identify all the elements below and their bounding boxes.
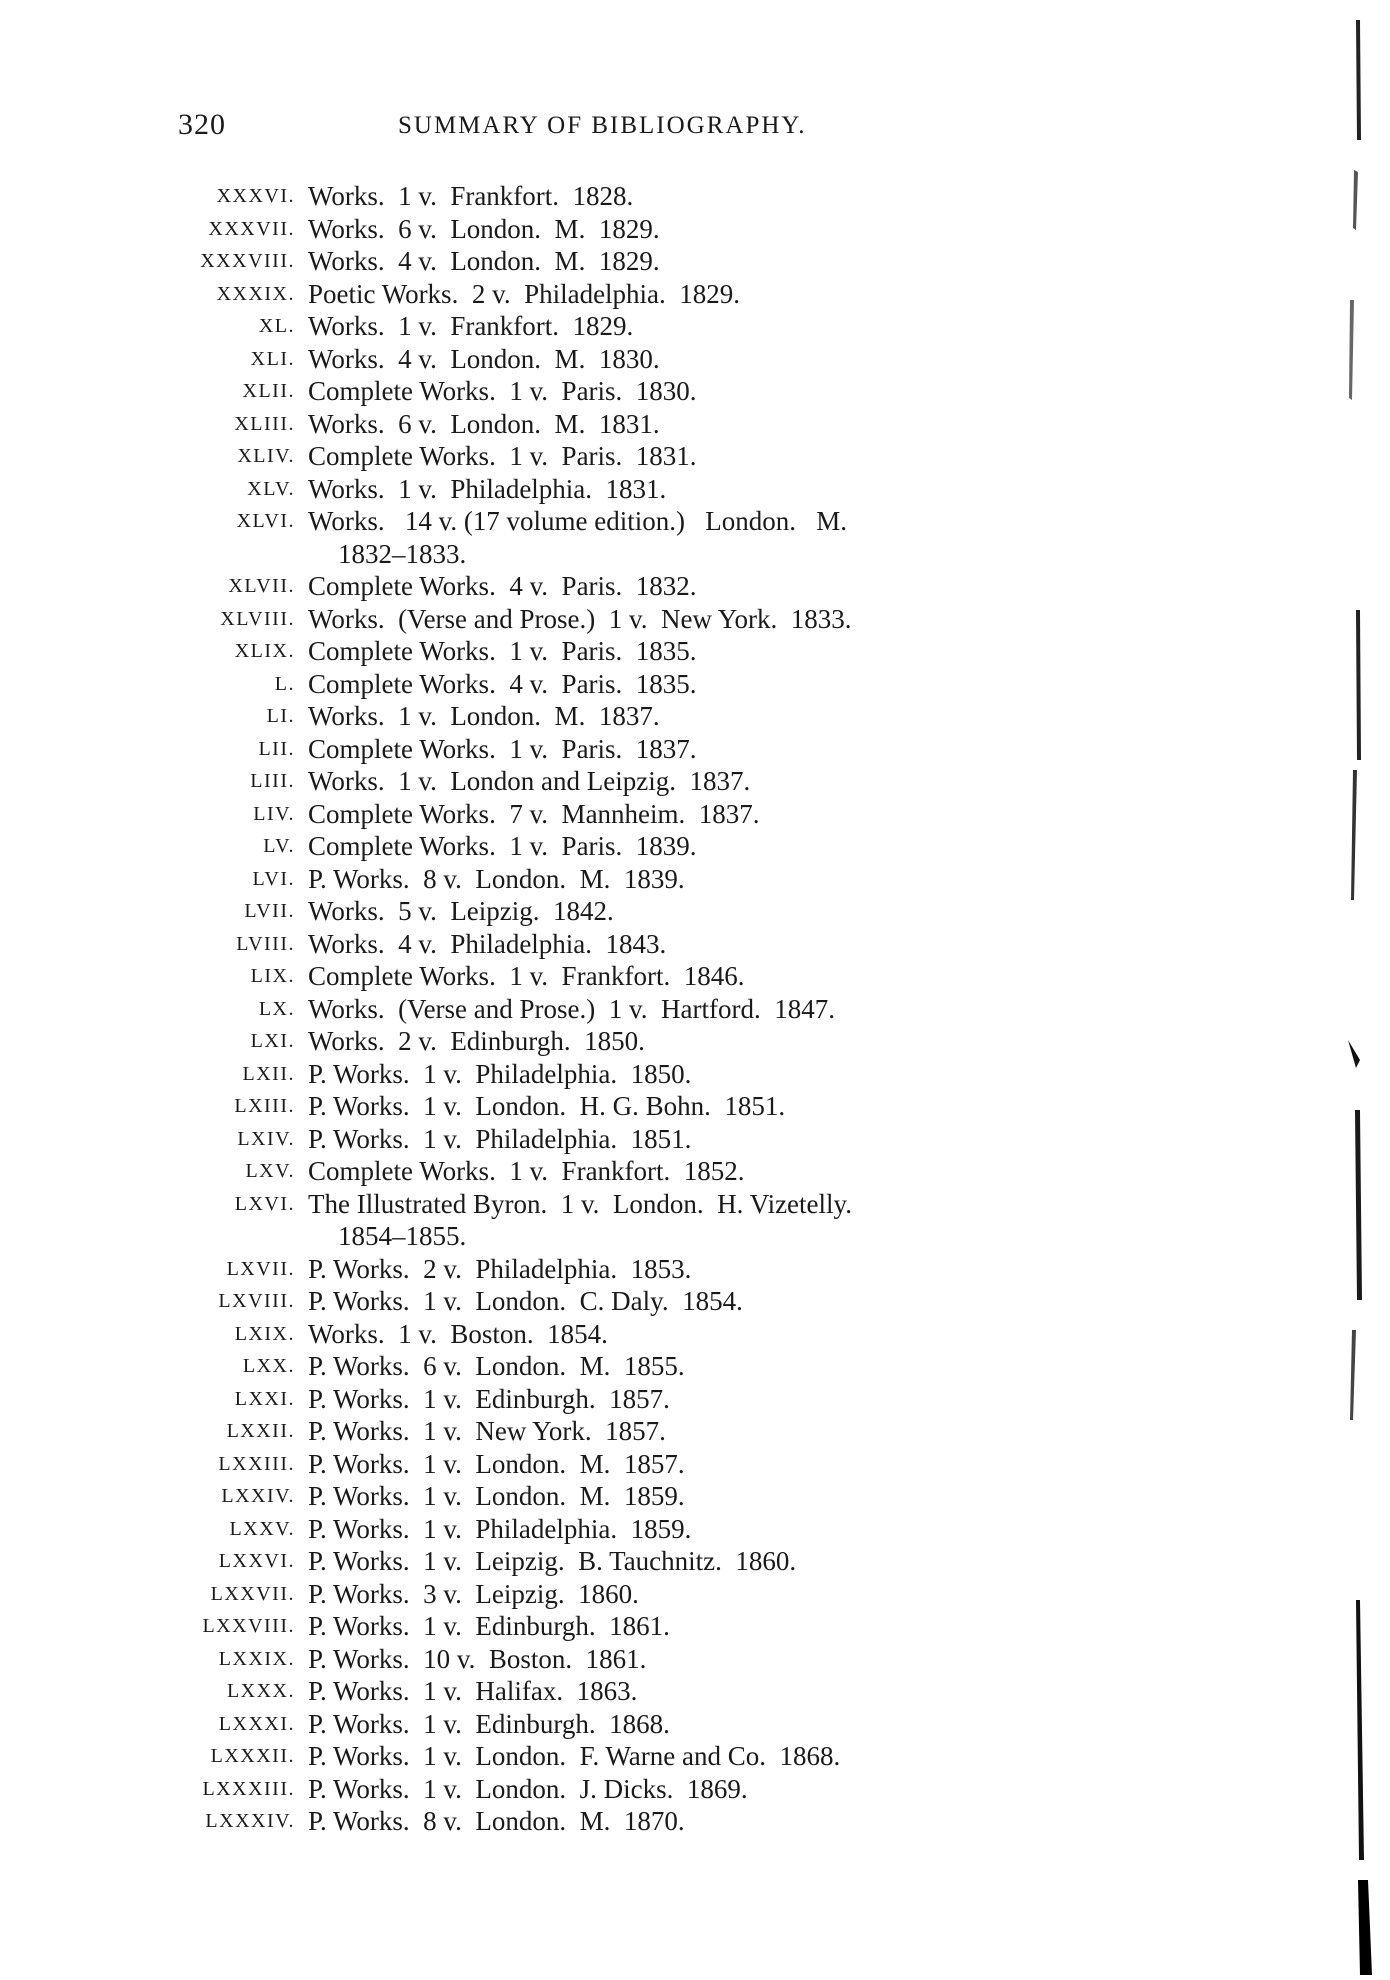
entry-text: [308, 1090, 1108, 1123]
entry-text: [308, 1708, 1108, 1741]
entry-main-line: Complete Works. 1 v. Paris. 1831.: [308, 441, 697, 471]
entry-text: [308, 505, 1108, 570]
bibliography-entry: [0, 603, 1390, 636]
entry-numeral: LVIII.: [236, 932, 295, 955]
entry-text: [308, 798, 1108, 831]
entry-text: [308, 1383, 1108, 1416]
bibliography-entry: [0, 1350, 1390, 1383]
bibliography-entry: [0, 1448, 1390, 1481]
entry-main-line: P. Works. 1 v. New York. 1857.: [308, 1416, 666, 1446]
entry-text: [308, 1643, 1108, 1676]
bibliography-entry: [0, 700, 1390, 733]
entry-numeral: XLII.: [242, 380, 295, 402]
entry-text: [308, 1448, 1108, 1481]
entry-numeral: LVI.: [252, 867, 295, 890]
entry-numeral: LX.: [258, 997, 295, 1020]
entry-main-line: Works. (Verse and Prose.) 1 v. Hartford. 1847.: [308, 993, 835, 1024]
entry-text: [308, 1058, 1108, 1091]
entry-numeral: XLIX.: [234, 640, 295, 662]
entry-numeral: XLVIII.: [220, 607, 295, 630]
bibliography-entry: [0, 1610, 1390, 1643]
entry-numeral: LXXVI.: [218, 1550, 295, 1572]
entry-main-line: Works. 1 v. Frankfort. 1828.: [308, 181, 634, 211]
entry-text: [308, 895, 1108, 928]
entry-numeral: LXII.: [242, 1062, 295, 1085]
entry-text: [308, 700, 1108, 733]
bibliography-entry: [0, 1415, 1390, 1448]
entry-text: [308, 1773, 1108, 1806]
entry-main-line: Works. 1 v. London and Leipzig. 1837.: [308, 766, 751, 796]
entry-main-line: Works. 1 v. Frankfort. 1829.: [308, 311, 634, 341]
bibliography-entry: [0, 1090, 1390, 1123]
bibliography-entry: [0, 668, 1390, 701]
bibliography-entry: [0, 278, 1390, 311]
bibliography-entry: [0, 1513, 1390, 1546]
entry-main-line: P. Works. 3 v. Leipzig. 1860.: [308, 1578, 639, 1609]
entry-text: [308, 1610, 1108, 1643]
entry-main-line: Works. 4 v. Philadelphia. 1843.: [308, 928, 667, 959]
entry-numeral: LXXIX.: [218, 1647, 295, 1670]
entry-numeral: LXVIII.: [218, 1290, 295, 1312]
entry-text: [308, 960, 1108, 993]
entry-main-line: P. Works. 8 v. London. M. 1870.: [308, 1806, 685, 1836]
entry-text: [308, 473, 1108, 506]
entry-text: [308, 408, 1108, 441]
bibliography-entry: [0, 1383, 1390, 1416]
entry-main-line: Works. 1 v. London. M. 1837.: [308, 701, 660, 731]
entry-numeral: LXXIV.: [221, 1485, 295, 1507]
bibliography-entry: [0, 1058, 1390, 1091]
bibliography-entry: [0, 310, 1390, 343]
entry-main-line: Works. 6 v. London. M. 1829.: [308, 213, 660, 244]
entry-main-line: Complete Works. 1 v. Paris. 1837.: [308, 733, 697, 764]
bibliography-entry: [0, 213, 1390, 246]
entry-text: [308, 1188, 1108, 1253]
entry-text: [308, 603, 1108, 636]
bibliography-entry: [0, 1643, 1390, 1676]
bibliography-entry: [0, 960, 1390, 993]
bibliography-entry: [0, 1285, 1390, 1318]
entry-main-line: P. Works. 1 v. Philadelphia. 1859.: [308, 1513, 692, 1544]
entry-text: [308, 993, 1108, 1026]
bibliography-entry: [0, 765, 1390, 798]
bibliography-entry: [0, 180, 1390, 213]
entry-text: [308, 1123, 1108, 1156]
entry-text: [308, 1350, 1108, 1383]
bibliography-entry: [0, 408, 1390, 441]
entry-numeral: LXV.: [245, 1160, 295, 1182]
bibliography-entry: [0, 1740, 1390, 1773]
bibliography-entry: [0, 1545, 1390, 1578]
entry-text: [308, 928, 1108, 961]
entry-main-line: Complete Works. 1 v. Frankfort. 1846.: [308, 961, 745, 991]
entry-main-line: Complete Works. 1 v. Paris. 1839.: [308, 831, 697, 861]
entry-text: [308, 863, 1108, 896]
bibliography-entry: [0, 1253, 1390, 1286]
entry-continuation-line: 1832–1833.: [338, 538, 467, 569]
entry-text: [308, 310, 1108, 343]
entry-text: [308, 245, 1108, 278]
entry-main-line: P. Works. 1 v. Leipzig. B. Tauchnitz. 1860.: [308, 1546, 797, 1576]
bibliography-entry: [0, 375, 1390, 408]
bibliography-entry: [0, 635, 1390, 668]
bibliography-entry: [0, 1155, 1390, 1188]
entry-main-line: P. Works. 10 v. Boston. 1861.: [308, 1643, 647, 1674]
entry-numeral: XLIV.: [237, 445, 295, 467]
entry-main-line: Complete Works. 4 v. Paris. 1835.: [308, 668, 697, 699]
entry-text: [308, 440, 1108, 473]
entry-text: [308, 1578, 1108, 1611]
entry-numeral: XLVII.: [228, 575, 295, 597]
entry-numeral: XLVI.: [236, 510, 295, 532]
entry-numeral: LXI.: [250, 1030, 295, 1052]
entry-numeral: LXXXIV.: [205, 1810, 295, 1832]
bibliography-entry: [0, 798, 1390, 831]
bibliography-entry: [0, 245, 1390, 278]
entry-numeral: LXVII.: [226, 1257, 295, 1280]
scan-edge-marks: [1320, 0, 1390, 1980]
entry-numeral: LXXXII.: [210, 1745, 295, 1767]
bibliography-entry: [0, 440, 1390, 473]
entry-text: [308, 1253, 1108, 1286]
running-head: SUMMARY OF BIBLIOGRAPHY.: [398, 112, 807, 139]
entry-numeral: LXIX.: [234, 1322, 295, 1345]
entry-main-line: P. Works. 2 v. Philadelphia. 1853.: [308, 1253, 692, 1284]
entry-text: [308, 570, 1108, 603]
entry-numeral: L.: [274, 672, 295, 695]
bibliography-entry: [0, 1773, 1390, 1806]
entry-main-line: Works. 2 v. Edinburgh. 1850.: [308, 1026, 645, 1056]
entry-main-line: Works. 5 v. Leipzig. 1842.: [308, 896, 614, 926]
bibliography-entry: [0, 863, 1390, 896]
bibliography-entry: [0, 993, 1390, 1026]
entry-numeral: LVII.: [244, 900, 295, 922]
entry-numeral: XL.: [258, 315, 295, 337]
entry-main-line: Works. 1 v. Philadelphia. 1831.: [308, 473, 667, 504]
entry-main-line: P. Works. 6 v. London. M. 1855.: [308, 1351, 685, 1381]
bibliography-entry: [0, 505, 1390, 570]
entry-numeral: XXXVI.: [216, 185, 295, 207]
entry-numeral: LXX.: [242, 1355, 295, 1377]
entry-text: [308, 213, 1108, 246]
entry-main-line: P. Works. 1 v. London. H. G. Bohn. 1851.: [308, 1091, 786, 1121]
entry-main-line: P. Works. 1 v. Philadelphia. 1851.: [308, 1123, 692, 1154]
entry-numeral: LXIV.: [237, 1127, 295, 1150]
bibliography-entry: [0, 1805, 1390, 1838]
page-number: 320: [178, 108, 226, 141]
entry-main-line: Works. 4 v. London. M. 1830.: [308, 343, 660, 374]
entry-numeral: LXXXI.: [218, 1712, 295, 1735]
entry-text: [308, 375, 1108, 408]
entry-text: [308, 830, 1108, 863]
bibliography-entry: [0, 1025, 1390, 1058]
entry-text: [308, 1480, 1108, 1513]
bibliography-entry: [0, 1675, 1390, 1708]
entry-continuation-line: 1854–1855.: [338, 1221, 467, 1251]
entry-text: [308, 1025, 1108, 1058]
page-header: [178, 108, 1178, 148]
entry-main-line: P. Works. 1 v. London. M. 1857.: [308, 1448, 685, 1479]
entry-numeral: LII.: [258, 737, 295, 760]
entry-text: [308, 1805, 1108, 1838]
entry-text: [308, 668, 1108, 701]
bibliography-entry: [0, 895, 1390, 928]
entry-text: [308, 1740, 1108, 1773]
entry-numeral: LXVI.: [234, 1192, 295, 1215]
entry-main-line: P. Works. 1 v. Edinburgh. 1861.: [308, 1611, 670, 1641]
bibliography-entry: [0, 1123, 1390, 1156]
entry-numeral: XLIII.: [234, 412, 295, 435]
entry-text: [308, 1155, 1108, 1188]
entry-numeral: XLI.: [250, 347, 295, 370]
entry-main-line: P. Works. 1 v. London. C. Daly. 1854.: [308, 1286, 743, 1316]
entry-main-line: P. Works. 1 v. London. J. Dicks. 1869.: [308, 1773, 748, 1804]
entry-text: [308, 1318, 1108, 1351]
entry-numeral: LV.: [263, 835, 295, 857]
entry-main-line: The Illustrated Byron. 1 v. London. H. Vizetelly.: [308, 1188, 853, 1219]
bibliography-entry: [0, 1708, 1390, 1741]
entry-main-line: P. Works. 1 v. London. M. 1859.: [308, 1481, 685, 1511]
entry-text: [308, 1675, 1108, 1708]
entry-numeral: LXXII.: [226, 1420, 295, 1442]
entry-text: [308, 1285, 1108, 1318]
entry-numeral: LXXI.: [234, 1387, 295, 1410]
bibliography-entry: [0, 1480, 1390, 1513]
entry-main-line: Complete Works. 7 v. Mannheim. 1837.: [308, 798, 760, 829]
entry-numeral: LXXX.: [226, 1680, 295, 1702]
entry-text: [308, 1415, 1108, 1448]
bibliography-entry: [0, 1578, 1390, 1611]
entry-text: [308, 180, 1108, 213]
entry-main-line: Complete Works. 1 v. Paris. 1830.: [308, 376, 697, 406]
entry-numeral: LXXVIII.: [202, 1615, 295, 1637]
bibliography-entry: [0, 570, 1390, 603]
entry-numeral: XXXIX.: [216, 282, 295, 305]
entry-main-line: Complete Works. 1 v. Frankfort. 1852.: [308, 1156, 745, 1186]
entry-text: [308, 278, 1108, 311]
entry-main-line: P. Works. 8 v. London. M. 1839.: [308, 863, 685, 894]
entry-numeral: LIX.: [250, 965, 295, 987]
bibliography-entry: [0, 1318, 1390, 1351]
bibliography-entry: [0, 1188, 1390, 1253]
entry-main-line: Works. 14 v. (17 volume edition.) London. M.: [308, 506, 848, 536]
entry-text: [308, 343, 1108, 376]
entry-main-line: P. Works. 1 v. London. F. Warne and Co. 1868.: [308, 1741, 841, 1771]
entry-text: [308, 1513, 1108, 1546]
bibliography-entry: [0, 830, 1390, 863]
entry-main-line: P. Works. 1 v. Halifax. 1863.: [308, 1676, 638, 1706]
entry-main-line: Works. 1 v. Boston. 1854.: [308, 1318, 608, 1349]
entry-numeral: LIV.: [253, 802, 295, 825]
entry-numeral: XXXVIII.: [200, 250, 295, 272]
bibliography-entry: [0, 928, 1390, 961]
bibliography-entry: [0, 473, 1390, 506]
entry-text: [308, 635, 1108, 668]
entry-numeral: LIII.: [250, 770, 295, 792]
entry-numeral: LXIII.: [234, 1095, 295, 1117]
entry-numeral: LI.: [266, 705, 295, 727]
entry-main-line: P. Works. 1 v. Philadelphia. 1850.: [308, 1058, 692, 1089]
entry-text: [308, 1545, 1108, 1578]
entry-numeral: XLV.: [247, 477, 295, 500]
entry-numeral: LXXV.: [229, 1517, 295, 1540]
entry-text: [308, 765, 1108, 798]
entry-main-line: Complete Works. 1 v. Paris. 1835.: [308, 636, 697, 666]
entry-numeral: XXXVII.: [208, 217, 295, 240]
bibliography-list: [0, 180, 1390, 1838]
entry-main-line: Works. 6 v. London. M. 1831.: [308, 408, 660, 439]
entry-numeral: LXXXIII.: [202, 1777, 295, 1800]
entry-main-line: Works. 4 v. London. M. 1829.: [308, 246, 660, 276]
entry-main-line: Poetic Works. 2 v. Philadelphia. 1829.: [308, 278, 741, 309]
entry-numeral: LXXIII.: [218, 1452, 295, 1475]
entry-main-line: P. Works. 1 v. Edinburgh. 1857.: [308, 1383, 670, 1414]
entry-main-line: Works. (Verse and Prose.) 1 v. New York. 1833.: [308, 603, 852, 634]
entry-main-line: Complete Works. 4 v. Paris. 1832.: [308, 571, 697, 601]
entry-numeral: LXXVII.: [210, 1582, 295, 1605]
bibliography-entry: [0, 733, 1390, 766]
entry-text: [308, 733, 1108, 766]
bibliography-entry: [0, 343, 1390, 376]
entry-main-line: P. Works. 1 v. Edinburgh. 1868.: [308, 1708, 670, 1739]
